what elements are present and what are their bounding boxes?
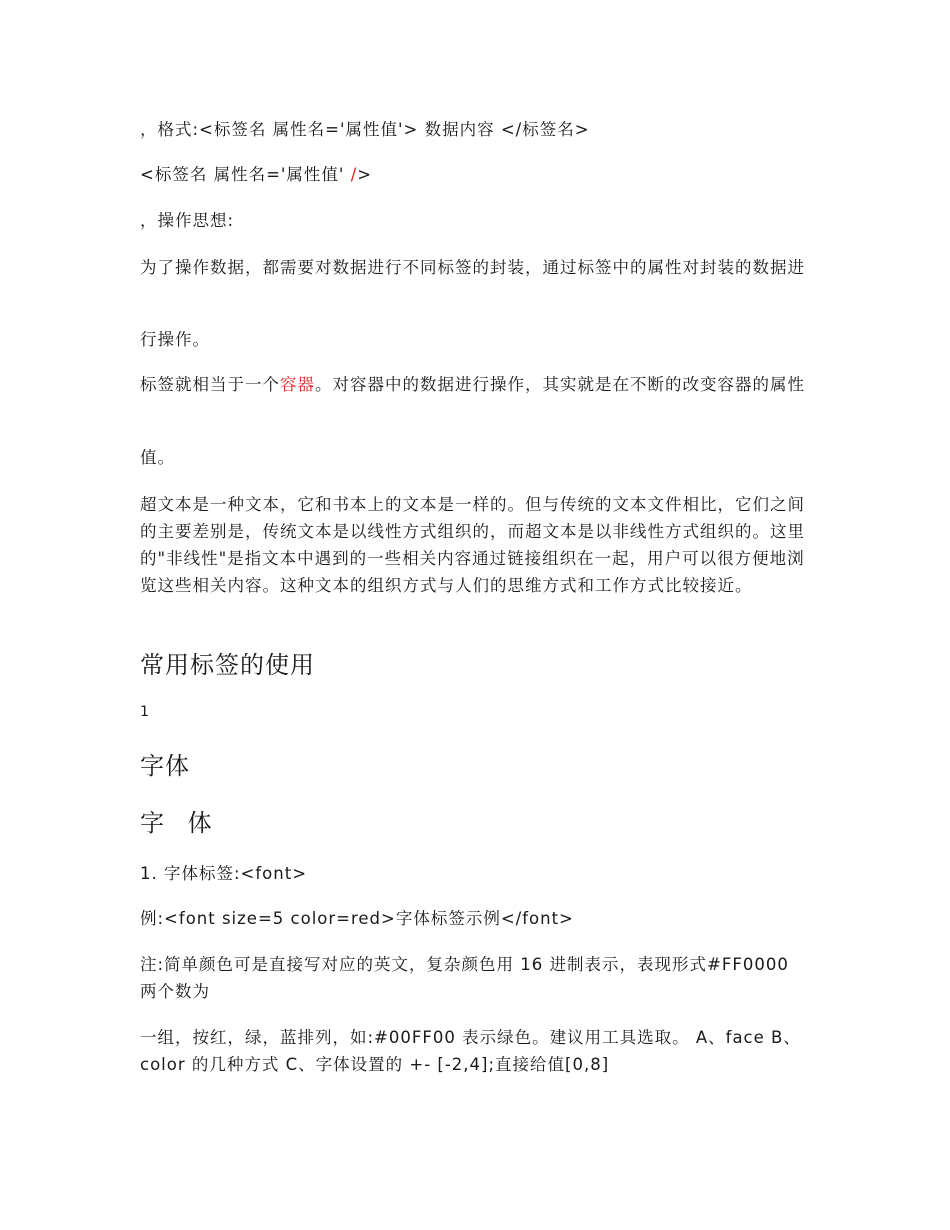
subheading-font: 字体	[140, 752, 190, 780]
format-line: ，格式:<标签名 属性名='属性值'> 数据内容 </标签名>	[140, 120, 590, 139]
color-note: 注:简单颜色可是直接写对应的英文，复杂颜色用 16 进制表示，表现形式#FF0000 两个数为	[140, 955, 789, 1001]
container-text-start: 标签就相当于一个	[140, 375, 280, 394]
font-tag-item: 1. 字体标签:<font>	[140, 864, 308, 883]
font-tag-example: 例:<font size=5 color=red>字体标签示例</font>	[140, 909, 574, 928]
container-highlight: 容器	[280, 375, 315, 394]
paragraph-data-operation-continued: 行操作。	[140, 330, 210, 349]
paragraph-hypertext: 超文本是一种文本，它和书本上的文本是一样的。但与传统的文本文件相比，它们之间的主要差别是，传统文本是以线性方式组织的，而超文本是以非线性方式组织的。这里的"非线性"是指文本中遇到的一些相关内容通过链接组织在一起，用户可以很方便地浏览这些相关内容。这种文本的组织方式与人们的思维方式和工作方式比较接近。	[140, 495, 805, 595]
self-closing-slash: /	[350, 165, 358, 184]
color-note-continued: 一组，按红，绿，蓝排列，如:#00FF00 表示绿色。建议用工具选取。 A、face B、color 的几种方式 C、字体设置的 +- [-2,4];直接给值[0,8]	[140, 1028, 801, 1074]
section-number: 1	[140, 704, 150, 720]
self-closing-tag-line	[140, 161, 808, 188]
self-closing-tag-text: <标签名 属性名='属性值'	[140, 165, 351, 184]
operate-thought-line: ，操作思想:	[140, 211, 235, 230]
paragraph-data-operation: 为了操作数据，都需要对数据进行不同标签的封装，通过标签中的属性对封装的数据进	[140, 258, 805, 277]
section-heading: 常用标签的使用	[140, 651, 315, 679]
paragraph-container-continued: 值。	[140, 448, 175, 467]
subheading-font-spaced: 字 体	[140, 809, 220, 837]
self-closing-tag-end: >	[357, 165, 373, 184]
container-text-end: 。对容器中的数据进行操作，其实就是在不断的改变容器的属性	[315, 375, 805, 394]
paragraph-container	[140, 371, 808, 398]
